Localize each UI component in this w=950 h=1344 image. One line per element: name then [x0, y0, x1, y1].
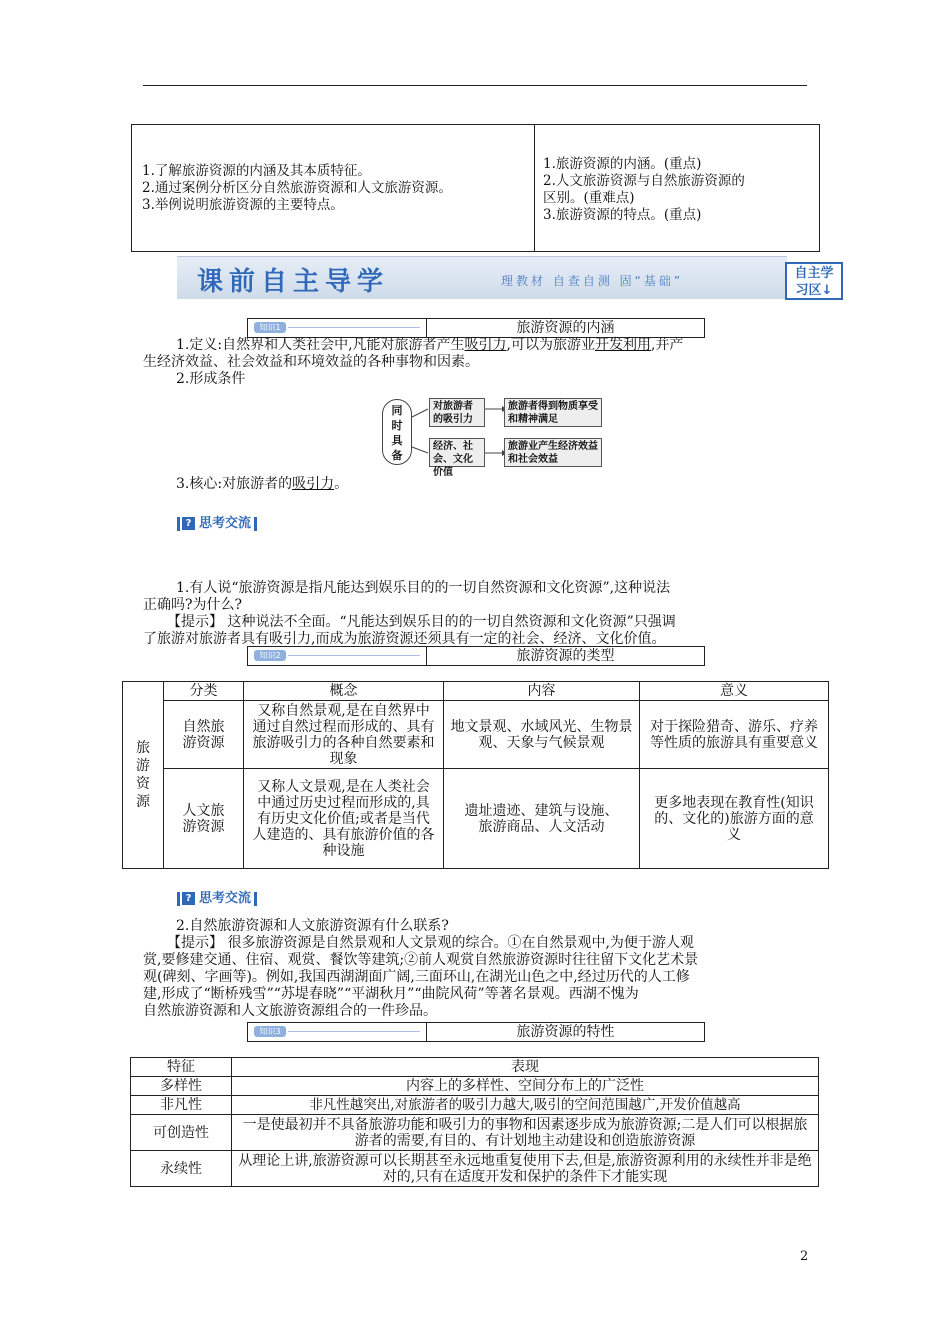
- table-row: 多样性 内容上的多样性、空间分布上的广泛性: [131, 1077, 819, 1096]
- header-performance: 表现: [232, 1058, 819, 1077]
- table-row: 永续性 从理论上讲,旅游资源可以长期甚至永远地重复使用下去,但是,旅游资源利用的永续性并非是绝对的,只有在适度开发和保护的条件下才能实现: [131, 1151, 819, 1187]
- table-row: 非凡性 非凡性越突出,对旅游者的吸引力越大,吸引的空间范围越广,开发价值越高: [131, 1096, 819, 1115]
- table-row: 可创造性 一是使最初并不具备旅游功能和吸引力的事物和因素逐步成为旅游资源;二是人们可以根据旅游者的需要,有目的、有计划地主动建设和创造旅游资源: [131, 1115, 819, 1151]
- conditions-heading: 2.形成条件: [176, 371, 246, 387]
- knowledge-3-header: [247, 1022, 705, 1042]
- knowledge-1-label: 知识1: [254, 322, 286, 333]
- self-study-tag: [785, 262, 843, 300]
- learning-goals: [132, 125, 535, 251]
- key-point-2b: 区别。(重难点): [543, 190, 635, 206]
- key-point-3: 3.旅游资源的特点。(重点): [543, 207, 702, 223]
- goal-3: 3.举例说明旅游资源的主要特点。: [142, 197, 344, 213]
- key-points: [535, 125, 819, 251]
- header-trait: 特征: [131, 1058, 232, 1077]
- diagram-box-value: 经济、社会、文化价值: [429, 438, 485, 467]
- diagram-box-benefit: 旅游业产生经济效益和社会效益: [504, 438, 602, 467]
- goal-1: 1.了解旅游资源的内涵及其本质特征。: [142, 163, 371, 179]
- header-concept: 概念: [244, 682, 444, 701]
- tag-line-2: 习区↓: [795, 283, 833, 298]
- header-content: 内容: [444, 682, 640, 701]
- key-point-2: 2.人文旅游资源与自然旅游资源的: [543, 173, 745, 189]
- diagram-box-attraction: 对旅游者的吸引力: [429, 398, 485, 427]
- header-meaning: 意义: [640, 682, 829, 701]
- objectives-box: [131, 124, 820, 252]
- definition: 1.定义:自然界和人类社会中,凡能对旅游者产生吸引力,可以为旅游业开发利用,并产 生经济效益、社会效益和环境效益的各种事物和因素。: [143, 337, 684, 370]
- header-rule: [143, 85, 807, 86]
- knowledge-2-label: 知识2: [254, 650, 286, 661]
- header-category: 分类: [164, 682, 244, 701]
- think-exchange-1: ? 思考交流: [177, 512, 289, 530]
- knowledge-3-label: 知识3: [254, 1026, 286, 1037]
- knowledge-3-title: 旅游资源的特性: [516, 1024, 615, 1040]
- section-banner: [177, 256, 787, 299]
- knowledge-2-header: [247, 646, 705, 666]
- question-1: 1.有人说“旅游资源是指凡能达到娱乐目的的一切自然资源和文化资源”,这种说法 正确吗?为什么? 【提示】 这种说法不全面。“凡能达到娱乐目的的一切自然资源和文化资源”只强调 了旅游对旅游者具有吸引力,而成为旅游资源还须具有一定的社会、经济、文化价值。: [143, 580, 676, 647]
- knowledge-1-header: [247, 318, 705, 338]
- core: 3.核心:对旅游者的吸引力。: [176, 476, 349, 492]
- knowledge-2-title: 旅游资源的类型: [516, 648, 615, 664]
- tag-line-1: 自主学: [794, 266, 834, 281]
- diagram-oval: 同 时 具 备: [382, 399, 412, 465]
- types-table: [122, 681, 829, 869]
- table-row: 自然旅游资源 又称自然景观,是在自然界中通过自然过程而形成的、具有旅游吸引力的各种自然要素和现象 地文景观、水域风光、生物景观、天象与气候景观 对于探险猎奇、游乐、疗养等性质的旅游具有重要意义: [123, 701, 829, 769]
- page-number: 2: [800, 1249, 809, 1264]
- banner-title: 课前自主导学: [197, 267, 390, 297]
- table-row: 人文旅游资源 又称人文景观,是在人类社会中通过历史过程而形成的,具有历史文化价值;或者是当代人建造的、具有旅游价值的各种设施 遗址遗迹、建筑与设施、旅游商品、人文活动 更多地表现在教育性(知识的、文化的)旅游方面的意义: [123, 769, 829, 869]
- goal-2: 2.通过案例分析区分自然旅游资源和人文旅游资源。: [142, 180, 452, 196]
- traits-table: [130, 1057, 819, 1187]
- key-point-1: 1.旅游资源的内涵。(重点): [543, 156, 702, 172]
- knowledge-1-title: 旅游资源的内涵: [516, 320, 615, 336]
- question-2: 2.自然旅游资源和人文旅游资源有什么联系? 【提示】 很多旅游资源是自然景观和人文景观的综合。①在自然景观中,为便于游人观 赏,要修建交通、住宿、观赏、餐饮等建筑;②前人观赏自然旅游资源时往往留下文化艺术景 观(碑刻、字画等)。例如,我国西湖湖面广阔,三面环山,在湖光山色之中,经过历代的人工修 建,形成了“断桥残雪”“苏堤春晓”“平湖秋月”“曲院风荷”等著名景观。西湖不愧为 自然旅游资源和人文旅游资源组合的一件珍品。: [143, 918, 699, 1019]
- think-exchange-2: ? 思考交流: [177, 887, 289, 905]
- diagram-box-satisfaction: 旅游者得到物质享受和精神满足: [504, 398, 602, 427]
- types-side-label: 旅游资源: [123, 682, 164, 869]
- banner-subtitle: 理教材 自查自测 固“基础”: [501, 274, 684, 288]
